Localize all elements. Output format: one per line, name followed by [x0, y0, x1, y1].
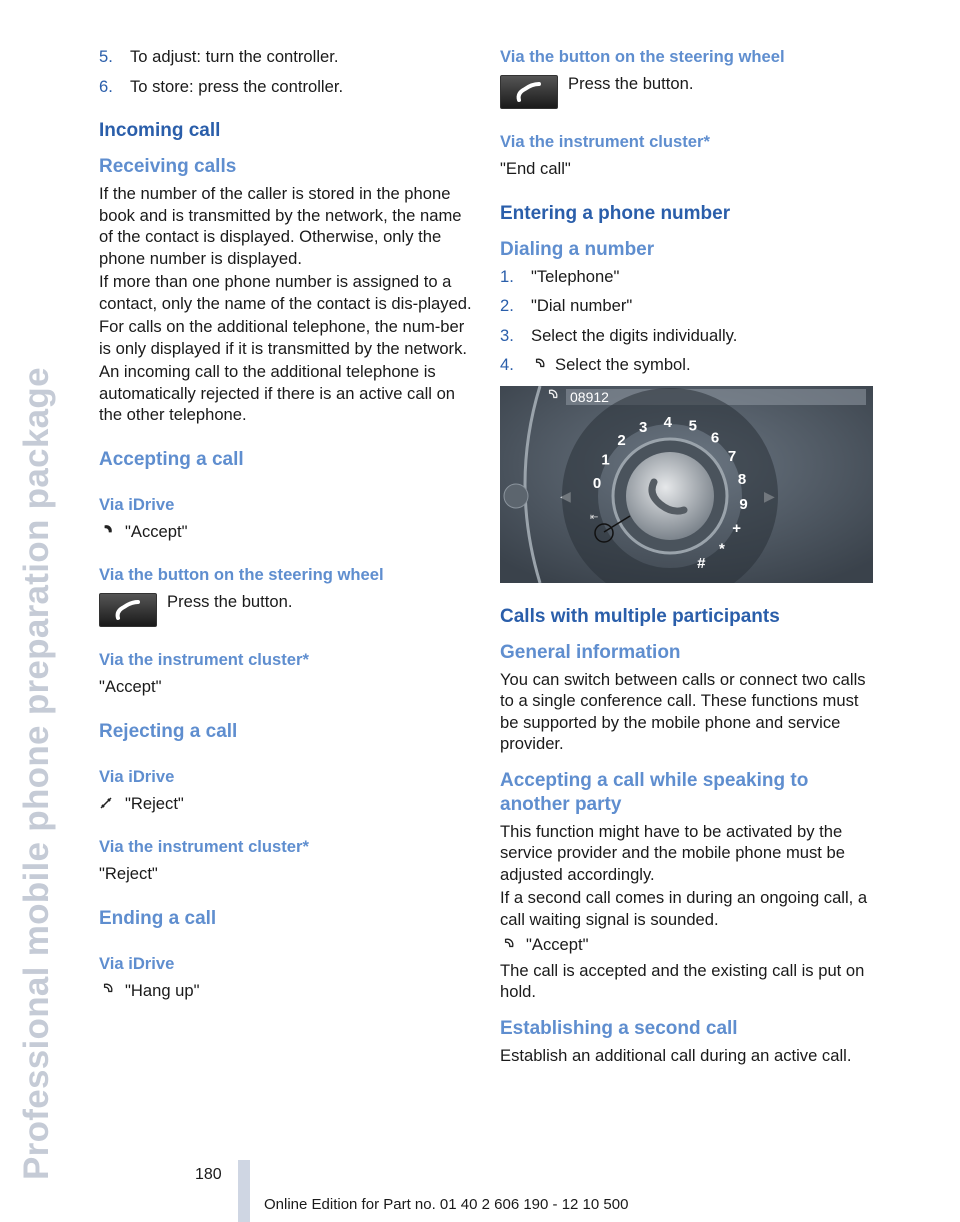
- dialed-number: 08912: [570, 388, 609, 405]
- heading-accepting-call: Accepting a call: [99, 448, 244, 470]
- footer-bar: [238, 1160, 250, 1222]
- paragraph: An incoming call to the additional telephone is automatically rejected if there is an active call on the other telephone.: [99, 362, 456, 424]
- heading-via-steering-button: Via the button on the steering wheel: [99, 565, 384, 584]
- hangup-line: [99, 980, 474, 1002]
- paragraph: Establish an additional call during an active call.: [500, 1045, 852, 1065]
- list-number: 3.: [500, 325, 514, 345]
- dial-digit: 8: [737, 470, 747, 488]
- list-item: [500, 325, 875, 347]
- backspace-icon: ⇤: [590, 511, 599, 523]
- handset-icon: [111, 599, 145, 621]
- phone-accept-icon: [99, 524, 113, 538]
- reject-line: [99, 793, 474, 815]
- right-column: [500, 46, 875, 1066]
- list-text: To store: press the controller.: [130, 76, 344, 96]
- end-call-text: "End call": [500, 159, 571, 178]
- dial-knob: [626, 452, 714, 540]
- heading-ending-call: Ending a call: [99, 907, 217, 929]
- reject-cluster-text: "Reject": [99, 864, 158, 883]
- steering-phone-button-image: [99, 593, 157, 627]
- list-text: To adjust: turn the controller.: [130, 47, 339, 66]
- footer-edition-text: Online Edition for Part no. 01 40 2 606 190 - 12 10 500: [264, 1196, 629, 1213]
- heading-rejecting-call: Rejecting a call: [99, 720, 238, 742]
- paragraph: If more than one phone number is assigned to a contact, only the name of the contact is dis-played.: [99, 272, 472, 313]
- sidebar-chapter-title: Professional mobile phone preparation package: [17, 367, 56, 1180]
- heading-via-idrive: Via iDrive: [99, 766, 175, 786]
- steering-phone-button-image: [500, 75, 558, 109]
- left-arrow-icon: ◀: [560, 487, 571, 504]
- phone-hangup-icon: [99, 983, 113, 997]
- steering-button-row: [500, 73, 875, 109]
- heading-entering-number: Entering a phone number: [500, 202, 731, 224]
- accept-line: [500, 934, 875, 956]
- phone-reject-icon: [99, 796, 113, 810]
- steering-button-row: [99, 591, 474, 627]
- list-item: [99, 46, 474, 68]
- heading-receiving-calls: Receiving calls: [99, 156, 237, 177]
- accept-line: [99, 521, 474, 543]
- press-button-text: Press the button.: [568, 74, 694, 93]
- dial-screen-illustration: [500, 386, 873, 583]
- dial-digit: 2: [617, 431, 626, 449]
- list-number: 1.: [500, 266, 514, 286]
- heading-multiple-participants: Calls with multiple participants: [500, 605, 780, 627]
- heading-via-instrument-cluster: Via the instrument cluster*: [99, 837, 309, 856]
- list-number: 6.: [99, 76, 113, 96]
- dial-digit: 9: [739, 495, 748, 513]
- list-item: [500, 295, 875, 317]
- right-arrow-icon: ▶: [764, 487, 775, 504]
- heading-via-instrument-cluster: Via the instrument cluster*: [500, 132, 710, 151]
- accept-label: "Accept": [125, 521, 188, 541]
- dial-digit: 0: [592, 474, 602, 492]
- paragraph: For calls on the additional telephone, the num-ber is only displayed if it is transmitted by the network.: [99, 317, 467, 358]
- paragraph: This function might have to be activated by the service provider and the mobile phone must be adjusted accordingly.: [500, 821, 845, 884]
- list-text: Select the digits individually.: [531, 325, 738, 345]
- list-text: "Dial number": [531, 296, 633, 315]
- accept-label: "Accept": [526, 935, 589, 954]
- paragraph: The call is accepted and the existing call is put on hold.: [500, 960, 865, 1001]
- heading-dialing-number: Dialing a number: [500, 238, 655, 260]
- paragraph: If a second call comes in during an ongoing call, a call waiting signal is sounded.: [500, 888, 868, 929]
- dial-digit: 7: [727, 447, 737, 465]
- list-number: 4.: [500, 355, 514, 374]
- heading-via-idrive: Via iDrive: [99, 953, 175, 973]
- dial-digit: 3: [639, 418, 648, 436]
- handset-icon: [512, 81, 546, 103]
- side-knob: [504, 484, 528, 508]
- list-text: Select the symbol.: [555, 355, 691, 374]
- dial-digit: 1: [601, 451, 610, 468]
- left-column: [99, 46, 474, 1001]
- phone-dial-icon: [531, 358, 545, 372]
- list-text: "Telephone": [531, 266, 620, 286]
- hangup-label: "Hang up": [125, 980, 200, 1000]
- accept-cluster-text: "Accept": [99, 677, 162, 696]
- page-number: 180: [195, 1166, 222, 1183]
- heading-incoming-call: Incoming call: [99, 120, 221, 141]
- dial-digit: #: [697, 554, 706, 572]
- list-item: [500, 266, 875, 288]
- press-button-text: Press the button.: [167, 592, 293, 611]
- heading-general-information: General information: [500, 641, 681, 663]
- heading-via-instrument-cluster: Via the instrument cluster*: [99, 650, 309, 669]
- heading-accepting-while-speaking: Accepting a call while speaking to another party: [500, 769, 809, 815]
- heading-via-idrive: Via iDrive: [99, 494, 175, 514]
- reject-label: "Reject": [125, 793, 184, 813]
- dial-digit: 6: [710, 428, 720, 446]
- heading-via-steering-button: Via the button on the steering wheel: [500, 47, 785, 66]
- list-item: [500, 354, 875, 376]
- paragraph: You can switch between calls or connect two calls to a single conference call. These functions must be supported by the mobile phone and service provider.: [500, 669, 866, 753]
- heading-establishing-second-call: Establishing a second call: [500, 1017, 738, 1039]
- phone-accept-icon: [500, 938, 514, 952]
- dial-digit: *: [718, 540, 725, 558]
- list-number: 2.: [500, 296, 514, 315]
- paragraph: If the number of the caller is stored in the phone book and is transmitted by the network, the name of the contact is displayed. Otherwise, only the phone number is displayed.: [99, 184, 462, 268]
- list-item: [99, 76, 474, 98]
- dial-digit: +: [732, 519, 741, 537]
- list-number: 5.: [99, 47, 113, 66]
- dial-digit: 4: [663, 413, 672, 431]
- dial-digit: 5: [688, 417, 697, 435]
